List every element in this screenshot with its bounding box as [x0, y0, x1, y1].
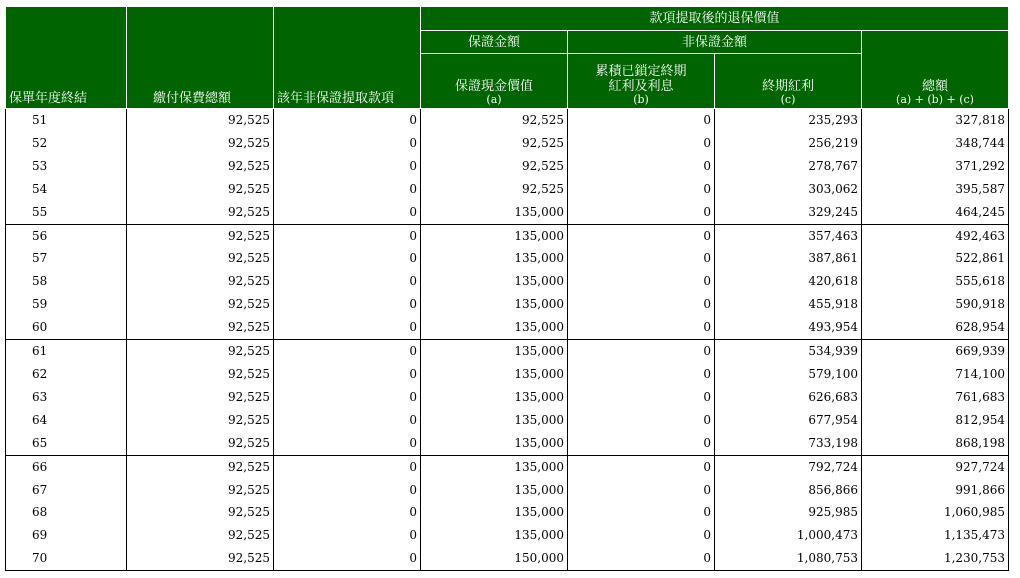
cell-accumulated-dividend: 0	[568, 109, 715, 132]
cell-withdrawal: 0	[274, 386, 421, 409]
cell-guaranteed-cash-value: 135,000	[421, 479, 568, 502]
cell-total-premium: 92,525	[127, 501, 274, 524]
table-row	[6, 524, 1009, 547]
cell-total: 927,724	[862, 455, 1009, 478]
cell-policy-year: 60	[6, 316, 127, 339]
cell-policy-year: 66	[6, 455, 127, 478]
cell-total-premium: 92,525	[127, 547, 274, 570]
cell-total: 348,744	[862, 132, 1009, 155]
table-row	[6, 501, 1009, 524]
cell-guaranteed-cash-value: 135,000	[421, 247, 568, 270]
cell-total-premium: 92,525	[127, 155, 274, 178]
cell-guaranteed-cash-value: 135,000	[421, 455, 568, 478]
cell-terminal-dividend: 1,000,473	[715, 524, 862, 547]
cell-total-premium: 92,525	[127, 340, 274, 363]
policy-value-table	[5, 6, 1009, 571]
cell-total: 395,587	[862, 178, 1009, 201]
cell-terminal-dividend: 387,861	[715, 247, 862, 270]
table-row	[6, 455, 1009, 478]
cell-policy-year: 52	[6, 132, 127, 155]
cell-accumulated-dividend: 0	[568, 547, 715, 570]
cell-policy-year: 68	[6, 501, 127, 524]
header-terminal-tag: (c)	[780, 93, 796, 106]
cell-policy-year: 59	[6, 293, 127, 316]
cell-total: 628,954	[862, 316, 1009, 339]
header-guaranteed-amount: 保證金額	[421, 31, 568, 54]
cell-terminal-dividend: 329,245	[715, 201, 862, 224]
cell-accumulated-dividend: 0	[568, 409, 715, 432]
cell-total-premium: 92,525	[127, 432, 274, 455]
cell-accumulated-dividend: 0	[568, 501, 715, 524]
table-row	[6, 432, 1009, 455]
cell-guaranteed-cash-value: 135,000	[421, 270, 568, 293]
cell-policy-year: 64	[6, 409, 127, 432]
table-header	[6, 7, 1009, 109]
table-row	[6, 547, 1009, 570]
cell-terminal-dividend: 256,219	[715, 132, 862, 155]
cell-total: 991,866	[862, 479, 1009, 502]
cell-total: 522,861	[862, 247, 1009, 270]
cell-total: 812,954	[862, 409, 1009, 432]
cell-total-premium: 92,525	[127, 293, 274, 316]
cell-policy-year: 51	[6, 109, 127, 132]
cell-terminal-dividend: 677,954	[715, 409, 862, 432]
cell-terminal-dividend: 626,683	[715, 386, 862, 409]
cell-total-premium: 92,525	[127, 132, 274, 155]
cell-guaranteed-cash-value: 135,000	[421, 409, 568, 432]
cell-withdrawal: 0	[274, 109, 421, 132]
cell-policy-year: 61	[6, 340, 127, 363]
header-policy-year: 保單年度終結	[6, 7, 127, 109]
cell-total-premium: 92,525	[127, 201, 274, 224]
header-cash-value-label: 保證現金價值	[454, 79, 533, 94]
cell-total: 1,230,753	[862, 547, 1009, 570]
cell-total-premium: 92,525	[127, 224, 274, 247]
cell-guaranteed-cash-value: 92,525	[421, 132, 568, 155]
header-accum-line2: 紅利及利息	[608, 79, 674, 94]
cell-terminal-dividend: 455,918	[715, 293, 862, 316]
cell-total-premium: 92,525	[127, 363, 274, 386]
cell-accumulated-dividend: 0	[568, 201, 715, 224]
cell-withdrawal: 0	[274, 293, 421, 316]
cell-terminal-dividend: 579,100	[715, 363, 862, 386]
table-row	[6, 224, 1009, 247]
cell-total: 761,683	[862, 386, 1009, 409]
cell-total: 464,245	[862, 201, 1009, 224]
header-non-guaranteed-withdrawal: 該年非保證提取款項	[274, 7, 421, 109]
table-row	[6, 409, 1009, 432]
cell-total-premium: 92,525	[127, 455, 274, 478]
header-accum-line1: 累積已鎖定終期	[595, 64, 687, 79]
cell-accumulated-dividend: 0	[568, 432, 715, 455]
cell-guaranteed-cash-value: 135,000	[421, 501, 568, 524]
header-terminal-dividend	[715, 54, 862, 109]
header-total-formula: (a) + (b) + (c)	[896, 93, 974, 106]
cell-policy-year: 63	[6, 386, 127, 409]
cell-guaranteed-cash-value: 135,000	[421, 340, 568, 363]
header-surrender-value-after-withdrawal: 款項提取後的退保價值	[421, 7, 1009, 31]
cell-policy-year: 62	[6, 363, 127, 386]
cell-withdrawal: 0	[274, 432, 421, 455]
table-row	[6, 178, 1009, 201]
cell-total-premium: 92,525	[127, 247, 274, 270]
cell-terminal-dividend: 733,198	[715, 432, 862, 455]
table-row	[6, 363, 1009, 386]
cell-accumulated-dividend: 0	[568, 155, 715, 178]
cell-total: 555,618	[862, 270, 1009, 293]
cell-withdrawal: 0	[274, 409, 421, 432]
cell-guaranteed-cash-value: 135,000	[421, 524, 568, 547]
cell-total: 669,939	[862, 340, 1009, 363]
table-row	[6, 316, 1009, 339]
cell-terminal-dividend: 357,463	[715, 224, 862, 247]
cell-terminal-dividend: 792,724	[715, 455, 862, 478]
cell-terminal-dividend: 534,939	[715, 340, 862, 363]
cell-accumulated-dividend: 0	[568, 224, 715, 247]
cell-withdrawal: 0	[274, 316, 421, 339]
cell-guaranteed-cash-value: 92,525	[421, 178, 568, 201]
table-row	[6, 201, 1009, 224]
header-total	[862, 31, 1009, 109]
cell-withdrawal: 0	[274, 340, 421, 363]
cell-policy-year: 53	[6, 155, 127, 178]
cell-total-premium: 92,525	[127, 409, 274, 432]
cell-terminal-dividend: 925,985	[715, 501, 862, 524]
cell-withdrawal: 0	[274, 455, 421, 478]
header-guaranteed-cash-value	[421, 54, 568, 109]
table-row	[6, 109, 1009, 132]
cell-guaranteed-cash-value: 135,000	[421, 224, 568, 247]
cell-total: 371,292	[862, 155, 1009, 178]
table-row	[6, 293, 1009, 316]
cell-withdrawal: 0	[274, 547, 421, 570]
cell-policy-year: 69	[6, 524, 127, 547]
cell-terminal-dividend: 235,293	[715, 109, 862, 132]
cell-accumulated-dividend: 0	[568, 293, 715, 316]
cell-terminal-dividend: 420,618	[715, 270, 862, 293]
cell-withdrawal: 0	[274, 201, 421, 224]
cell-accumulated-dividend: 0	[568, 247, 715, 270]
cell-total-premium: 92,525	[127, 386, 274, 409]
cell-accumulated-dividend: 0	[568, 455, 715, 478]
cell-total-premium: 92,525	[127, 316, 274, 339]
cell-withdrawal: 0	[274, 132, 421, 155]
header-total-label: 總額	[922, 79, 949, 94]
table-row	[6, 479, 1009, 502]
cell-policy-year: 55	[6, 201, 127, 224]
cell-total: 327,818	[862, 109, 1009, 132]
cell-guaranteed-cash-value: 150,000	[421, 547, 568, 570]
cell-total-premium: 92,525	[127, 524, 274, 547]
cell-total-premium: 92,525	[127, 109, 274, 132]
cell-withdrawal: 0	[274, 247, 421, 270]
cell-withdrawal: 0	[274, 524, 421, 547]
cell-guaranteed-cash-value: 135,000	[421, 363, 568, 386]
table-row	[6, 340, 1009, 363]
cell-policy-year: 70	[6, 547, 127, 570]
cell-total: 1,135,473	[862, 524, 1009, 547]
cell-policy-year: 65	[6, 432, 127, 455]
cell-total-premium: 92,525	[127, 270, 274, 293]
cell-withdrawal: 0	[274, 155, 421, 178]
cell-total: 492,463	[862, 224, 1009, 247]
cell-policy-year: 58	[6, 270, 127, 293]
cell-guaranteed-cash-value: 135,000	[421, 432, 568, 455]
cell-terminal-dividend: 856,866	[715, 479, 862, 502]
cell-policy-year: 67	[6, 479, 127, 502]
cell-guaranteed-cash-value: 92,525	[421, 155, 568, 178]
cell-policy-year: 54	[6, 178, 127, 201]
cell-accumulated-dividend: 0	[568, 524, 715, 547]
cell-policy-year: 56	[6, 224, 127, 247]
cell-accumulated-dividend: 0	[568, 178, 715, 201]
cell-withdrawal: 0	[274, 270, 421, 293]
header-terminal-label: 終期紅利	[761, 79, 814, 94]
cell-accumulated-dividend: 0	[568, 316, 715, 339]
cell-total-premium: 92,525	[127, 178, 274, 201]
header-accumulated-dividend	[568, 54, 715, 109]
cell-guaranteed-cash-value: 92,525	[421, 109, 568, 132]
cell-withdrawal: 0	[274, 224, 421, 247]
cell-accumulated-dividend: 0	[568, 386, 715, 409]
cell-withdrawal: 0	[274, 501, 421, 524]
table-row	[6, 386, 1009, 409]
cell-total: 590,918	[862, 293, 1009, 316]
cell-total: 714,100	[862, 363, 1009, 386]
cell-total: 868,198	[862, 432, 1009, 455]
cell-withdrawal: 0	[274, 363, 421, 386]
cell-terminal-dividend: 303,062	[715, 178, 862, 201]
header-accum-tag: (b)	[633, 93, 649, 106]
cell-total: 1,060,985	[862, 501, 1009, 524]
cell-terminal-dividend: 493,954	[715, 316, 862, 339]
cell-guaranteed-cash-value: 135,000	[421, 386, 568, 409]
cell-guaranteed-cash-value: 135,000	[421, 293, 568, 316]
table-row	[6, 247, 1009, 270]
table-row	[6, 132, 1009, 155]
cell-terminal-dividend: 278,767	[715, 155, 862, 178]
table-body	[6, 109, 1009, 571]
header-cash-value-tag: (a)	[486, 93, 502, 106]
cell-accumulated-dividend: 0	[568, 270, 715, 293]
header-total-premium: 繳付保費總額	[127, 7, 274, 109]
cell-guaranteed-cash-value: 135,000	[421, 316, 568, 339]
header-non-guaranteed-amount: 非保證金額	[568, 31, 862, 54]
cell-accumulated-dividend: 0	[568, 363, 715, 386]
cell-withdrawal: 0	[274, 178, 421, 201]
cell-withdrawal: 0	[274, 479, 421, 502]
cell-accumulated-dividend: 0	[568, 340, 715, 363]
cell-accumulated-dividend: 0	[568, 132, 715, 155]
cell-guaranteed-cash-value: 135,000	[421, 201, 568, 224]
cell-total-premium: 92,525	[127, 479, 274, 502]
cell-terminal-dividend: 1,080,753	[715, 547, 862, 570]
policy-value-table-container	[5, 6, 1009, 571]
cell-accumulated-dividend: 0	[568, 479, 715, 502]
table-row	[6, 270, 1009, 293]
table-row	[6, 155, 1009, 178]
cell-policy-year: 57	[6, 247, 127, 270]
